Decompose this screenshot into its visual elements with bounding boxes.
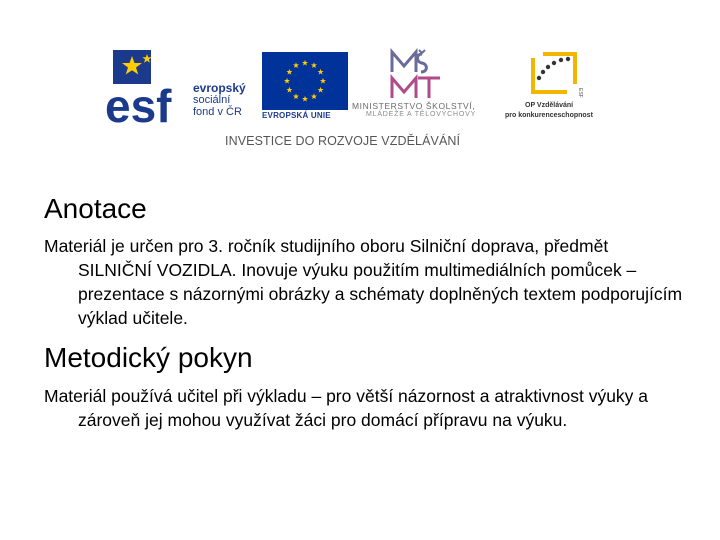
- msmt-mark-icon: [388, 48, 448, 100]
- eu-logo: [262, 52, 350, 124]
- op-line2: pro konkurenceschopnost: [505, 112, 593, 119]
- methodology-text: Materiál používá učitel při výkladu – pro větší názornost a atraktivnost výuky a zároveň jej mohou využívat žáci pro domácí přípravu na výuku.: [44, 386, 649, 430]
- esf-line1: evropský: [193, 81, 246, 95]
- eu-label: EVROPSKÁ UNIE: [262, 111, 331, 120]
- esf-line2: sociální: [193, 94, 231, 106]
- svg-text:ESF: ESF: [577, 88, 583, 98]
- annotation-heading: Anotace: [44, 193, 147, 224]
- esf-text: [193, 82, 246, 118]
- op-line1: OP Vzdělávání: [525, 102, 574, 109]
- tagline: INVESTICE DO ROZVOJE VZDĚLÁVÁNÍ: [225, 134, 461, 148]
- esf-mark-icon: [105, 50, 187, 124]
- eu-flag-icon: [262, 52, 348, 110]
- esf-logo: [105, 50, 260, 128]
- msmt-line1: MINISTERSTVO ŠKOLSTVÍ,: [352, 101, 476, 111]
- esf-line3: fond v ČR: [193, 106, 242, 118]
- msmt-logo: [352, 48, 502, 124]
- annotation-text: Materiál je určen pro 3. ročník studijního oboru Silniční doprava, předmět SILNIČNÍ VOZIDLA. Inovuje výuku použitím multimediálních pomůcek – prezentace s názornými obrázky a schématy doplněných textem podporujícím výklad učitele.: [44, 236, 683, 328]
- msmt-line2: MLÁDEŽE A TĚLOVÝCHOVY: [366, 111, 477, 118]
- op-logo: [505, 48, 605, 124]
- svg-text:esf: esf: [105, 80, 172, 124]
- logo-banner: [0, 0, 720, 160]
- op-mark-icon: [523, 48, 585, 100]
- methodology-heading: Metodický pokyn: [44, 342, 253, 373]
